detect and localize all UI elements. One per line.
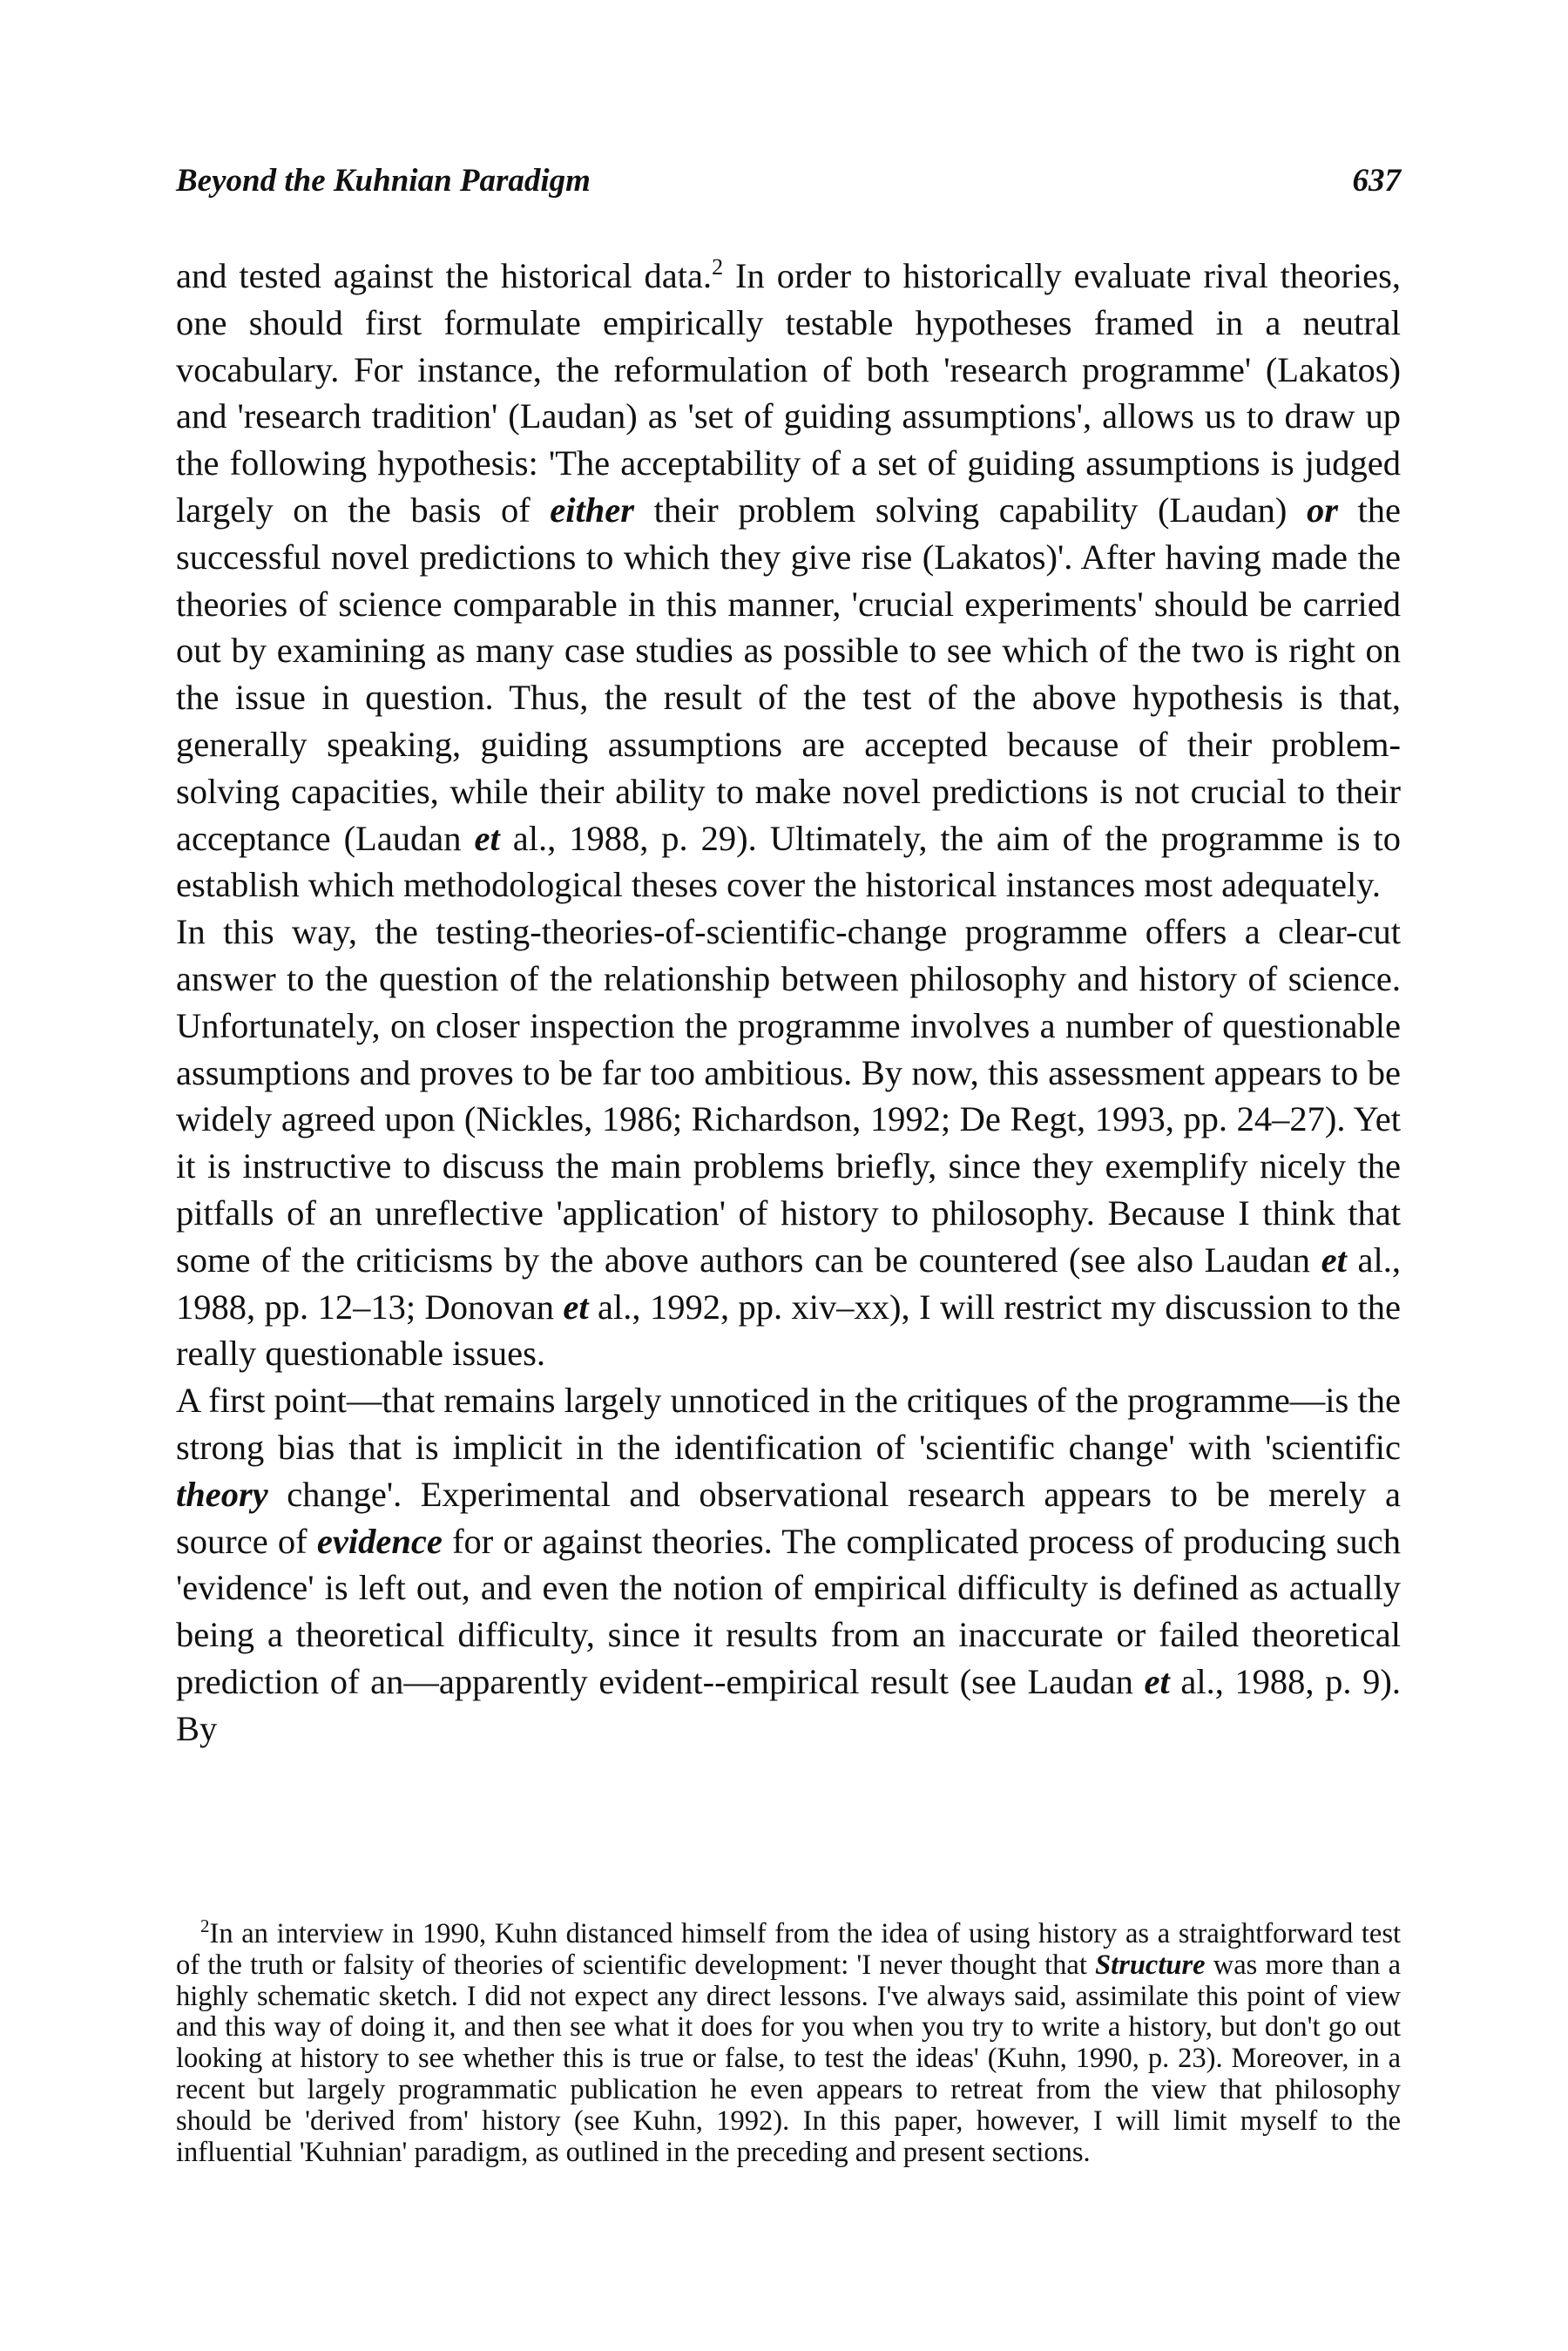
- text-span: al., 1988, p. 29). Ultimately, the aim of the programme is to establish which methodological theses cover the historical instances most adequately.: [176, 818, 1402, 905]
- text-span: and tested against the historical data.: [176, 256, 713, 295]
- text-span: al., 1988, p. 9). By: [176, 1661, 1401, 1748]
- text-span: In this way, the testing-theories-of-scientific-change programme offers a clear-cut answer to the question of the relationship between philosophy and history of science. Unfortunately, on closer inspection the programme involves a number of questionable assumptions and proves to be far too ambitious. By now, this assessment appears to be widely agreed upon (Nickles, 1986; Richardson, 1992; De Regt, 1993, pp. 24–27). Yet it is instructive to discuss the main problems briefly, since they exemplify nicely the pitfalls of an unreflective 'application' of history to philosophy. Because I think that some of the criticisms by the above authors can be countered (see also Laudan: [176, 912, 1401, 1280]
- emphasis: Structure: [1095, 1949, 1206, 1981]
- text-span: al., 1988, pp. 12–13; Donovan: [176, 1240, 1401, 1327]
- emphasis: or: [1306, 490, 1338, 530]
- page-number: 637: [1352, 163, 1401, 199]
- body-text: [176, 253, 1401, 1753]
- emphasis: et: [1144, 1661, 1170, 1701]
- footnote-2: [176, 1915, 1401, 2168]
- paragraph-3: [176, 1377, 1401, 1752]
- text-span: the successful novel predictions to which they give rise (Lakatos)'. After having made the theories of science comparable in this manner, 'crucial experiments' should be carried out by examining as many case studies as possible to see which of the two is right on the issue in question. Thus, the result of the test of the above hypothesis is that, generally speaking, guiding assumptions are accepted because of their problem-solving capacities, while their ability to make novel predictions is not crucial to their acceptance (Laudan: [176, 490, 1401, 858]
- emphasis: et: [563, 1287, 589, 1327]
- running-title: Beyond the Kuhnian Paradigm: [176, 163, 591, 199]
- footnote: [176, 1915, 1401, 2168]
- footnote-ref: 2: [712, 254, 724, 280]
- text-span: change'. Experimental and observational research appears to be merely a source of: [176, 1474, 1401, 1561]
- footnote-marker: 2: [200, 1915, 210, 1936]
- paragraph-2: [176, 909, 1401, 1377]
- emphasis: evidence: [316, 1521, 443, 1561]
- running-head: [176, 162, 1401, 214]
- text-span: for or against theories. The complicated process of producing such 'evidence' is left out, and even the notion of empirical difficulty is defined as actually being a theoretical difficulty, since it results from an inaccurate or failed theoretical prediction of an—apparently evident--empirical result (see Laudan: [176, 1521, 1401, 1701]
- text-span: A first point—that remains largely unnoticed in the critiques of the programme—is the strong bias that is implicit in the identification of 'scientific change' with 'scientific: [176, 1381, 1401, 1467]
- emphasis: theory: [176, 1474, 268, 1514]
- text-span: In an interview in 1990, Kuhn distanced himself from the idea of using history as a straightforward test of the truth or falsity of theories of scientific development: 'I never thought that: [176, 1918, 1401, 1981]
- text-span: their problem solving capability (Laudan): [634, 490, 1307, 530]
- text-span: al., 1992, pp. xiv–xx), I will restrict my discussion to the really questionable issues.: [176, 1287, 1401, 1374]
- emphasis: et: [1321, 1240, 1347, 1280]
- text-span: was more than a highly schematic sketch. I did not expect any direct lessons. I've always said, assimilate this point of view and this way of doing it, and then see what it does for you when you try to write a history, but don't go out looking at history to see whether this is true or false, to test the ideas' (Kuhn, 1990, p. 23). Moreover, in a recent but largely programmatic publication he even appears to retreat from the view that philosophy should be 'derived from' history (see Kuhn, 1992). In this paper, however, I will limit myself to the influential 'Kuhnian' paradigm, as outlined in the preceding and present sections.: [176, 1949, 1401, 2168]
- text-span: In order to historically evaluate rival theories, one should first formulate empirically testable hypotheses framed in a neutral vocabulary. For instance, the reformulation of both 'research programme' (Lakatos) and 'research tradition' (Laudan) as 'set of guiding assumptions', allows us to draw up the following hypothesis: 'The acceptability of a set of guiding assumptions is judged largely on the basis of: [176, 256, 1401, 530]
- paragraph-1: [176, 253, 1401, 909]
- emphasis: et: [474, 818, 500, 858]
- emphasis: either: [550, 490, 634, 530]
